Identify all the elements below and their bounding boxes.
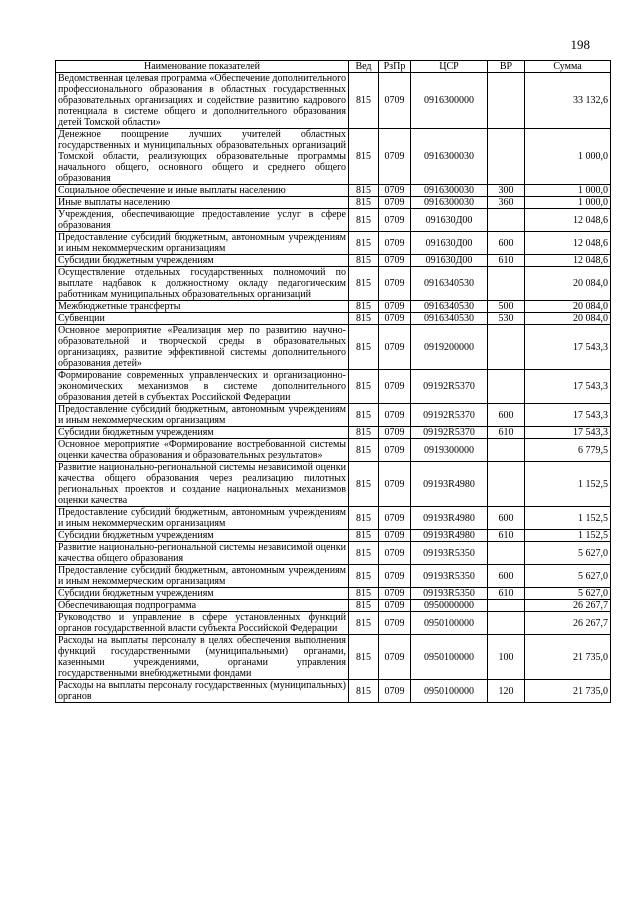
- cell-csr: 09192R5370: [411, 427, 488, 439]
- cell-rzpr: 0709: [379, 530, 411, 542]
- cell-rzpr: 0709: [379, 301, 411, 313]
- cell-csr: 0916340530: [411, 267, 488, 301]
- cell-name: Руководство и управление в сфере установленных функций органов государственной власти субъекта Российской Федерации: [56, 612, 349, 635]
- cell-rzpr: 0709: [379, 439, 411, 462]
- cell-csr: 09192R5370: [411, 370, 488, 404]
- cell-csr: 0916300030: [411, 185, 488, 197]
- cell-name: Предоставление субсидий бюджетным, автономным учреждениям и иным некоммерческим организациям: [56, 565, 349, 588]
- cell-vr: [488, 129, 525, 185]
- cell-csr: 09193R5350: [411, 565, 488, 588]
- cell-ved: 815: [349, 197, 379, 209]
- table-row: [56, 209, 611, 232]
- column-header-name: Наименование показателей: [56, 61, 349, 73]
- table-row: [56, 197, 611, 209]
- cell-rzpr: 0709: [379, 129, 411, 185]
- cell-sum: 26 267,7: [525, 600, 611, 612]
- cell-vr: [488, 600, 525, 612]
- cell-rzpr: 0709: [379, 507, 411, 530]
- table-row: [56, 325, 611, 370]
- cell-vr: 610: [488, 255, 525, 267]
- cell-name: Обеспечивающая подпрограмма: [56, 600, 349, 612]
- column-header-sum: Сумма: [525, 61, 611, 73]
- cell-rzpr: 0709: [379, 73, 411, 129]
- table-row: [56, 301, 611, 313]
- cell-ved: 815: [349, 301, 379, 313]
- cell-csr: 09193R5350: [411, 542, 488, 565]
- cell-sum: 1 152,5: [525, 507, 611, 530]
- cell-sum: 1 152,5: [525, 462, 611, 507]
- cell-name: Расходы на выплаты персоналу государственных (муниципальных) органов: [56, 680, 349, 703]
- table-row: [56, 565, 611, 588]
- cell-name: Предоставление субсидий бюджетным, автономным учреждениям и иным некоммерческим организациям: [56, 507, 349, 530]
- cell-csr: 091630Д00: [411, 255, 488, 267]
- cell-ved: 815: [349, 404, 379, 427]
- cell-csr: 09192R5370: [411, 404, 488, 427]
- cell-csr: 0916340530: [411, 301, 488, 313]
- cell-name: Субсидии бюджетным учреждениям: [56, 530, 349, 542]
- cell-rzpr: 0709: [379, 325, 411, 370]
- cell-ved: 815: [349, 73, 379, 129]
- cell-rzpr: 0709: [379, 542, 411, 565]
- cell-ved: 815: [349, 370, 379, 404]
- column-header-ved: Вед: [349, 61, 379, 73]
- table-row: [56, 530, 611, 542]
- cell-vr: [488, 267, 525, 301]
- table-row: [56, 255, 611, 267]
- cell-name: Ведомственная целевая программа «Обеспечение дополнительного профессионального образования в областных государственных образовательных организациях и содействие развитию кадрового потенциала в системе общего и дополнительного образования детей Томской области»: [56, 73, 349, 129]
- cell-vr: 500: [488, 301, 525, 313]
- cell-vr: 600: [488, 404, 525, 427]
- column-header-vr: ВР: [488, 61, 525, 73]
- cell-name: Субсидии бюджетным учреждениям: [56, 427, 349, 439]
- cell-name: Субсидии бюджетным учреждениям: [56, 255, 349, 267]
- cell-rzpr: 0709: [379, 600, 411, 612]
- table-row: [56, 185, 611, 197]
- cell-sum: 17 543,3: [525, 427, 611, 439]
- cell-sum: 21 735,0: [525, 680, 611, 703]
- cell-csr: 09193R5350: [411, 588, 488, 600]
- cell-vr: 610: [488, 427, 525, 439]
- cell-rzpr: 0709: [379, 185, 411, 197]
- table-row: [56, 507, 611, 530]
- cell-name: Иные выплаты населению: [56, 197, 349, 209]
- cell-sum: 17 543,3: [525, 404, 611, 427]
- table-row: [56, 612, 611, 635]
- cell-ved: 815: [349, 600, 379, 612]
- cell-vr: 600: [488, 232, 525, 255]
- cell-vr: [488, 209, 525, 232]
- cell-csr: 0916300030: [411, 197, 488, 209]
- cell-rzpr: 0709: [379, 680, 411, 703]
- table-row: [56, 73, 611, 129]
- table-header-row: [56, 61, 611, 73]
- cell-vr: [488, 542, 525, 565]
- cell-ved: 815: [349, 612, 379, 635]
- cell-rzpr: 0709: [379, 197, 411, 209]
- cell-sum: 5 627,0: [525, 542, 611, 565]
- table-row: [56, 635, 611, 680]
- cell-ved: 815: [349, 680, 379, 703]
- cell-name: Учреждения, обеспечивающие предоставление услуг в сфере образования: [56, 209, 349, 232]
- table-row: [56, 462, 611, 507]
- cell-vr: 610: [488, 530, 525, 542]
- cell-ved: 815: [349, 255, 379, 267]
- cell-ved: 815: [349, 439, 379, 462]
- cell-sum: 5 627,0: [525, 588, 611, 600]
- cell-ved: 815: [349, 209, 379, 232]
- cell-sum: 33 132,6: [525, 73, 611, 129]
- table-row: [56, 542, 611, 565]
- table-row: [56, 680, 611, 703]
- cell-ved: 815: [349, 232, 379, 255]
- cell-name: Межбюджетные трансферты: [56, 301, 349, 313]
- cell-vr: [488, 439, 525, 462]
- cell-ved: 815: [349, 588, 379, 600]
- cell-name: Осуществление отдельных государственных полномочий по выплате надбавок к должностному окладу педагогическим работникам муниципальных образовательных организаций: [56, 267, 349, 301]
- cell-name: Предоставление субсидий бюджетным, автономным учреждениям и иным некоммерческим организациям: [56, 232, 349, 255]
- cell-vr: [488, 73, 525, 129]
- budget-table: [55, 60, 611, 703]
- cell-vr: 120: [488, 680, 525, 703]
- column-header-csr: ЦСР: [411, 61, 488, 73]
- cell-vr: 300: [488, 185, 525, 197]
- cell-ved: 815: [349, 507, 379, 530]
- table-row: [56, 404, 611, 427]
- cell-ved: 815: [349, 313, 379, 325]
- cell-name: Развитие национально-региональной системы независимой оценки качества общего образования: [56, 542, 349, 565]
- cell-rzpr: 0709: [379, 462, 411, 507]
- cell-name: Субсидии бюджетным учреждениям: [56, 588, 349, 600]
- table-row: [56, 370, 611, 404]
- cell-sum: 1 152,5: [525, 530, 611, 542]
- table-row: [56, 313, 611, 325]
- cell-sum: 1 000,0: [525, 197, 611, 209]
- cell-rzpr: 0709: [379, 209, 411, 232]
- cell-csr: 0919200000: [411, 325, 488, 370]
- cell-vr: [488, 612, 525, 635]
- table-row: [56, 427, 611, 439]
- cell-sum: 1 000,0: [525, 185, 611, 197]
- cell-vr: [488, 370, 525, 404]
- cell-rzpr: 0709: [379, 404, 411, 427]
- cell-csr: 0950100000: [411, 635, 488, 680]
- cell-csr: 09193R4980: [411, 507, 488, 530]
- cell-ved: 815: [349, 185, 379, 197]
- cell-sum: 12 048,6: [525, 255, 611, 267]
- cell-csr: 09193R4980: [411, 530, 488, 542]
- column-header-rzpr: РзПр: [379, 61, 411, 73]
- cell-vr: 610: [488, 588, 525, 600]
- cell-vr: 530: [488, 313, 525, 325]
- cell-sum: 20 084,0: [525, 301, 611, 313]
- cell-csr: 091630Д00: [411, 209, 488, 232]
- table-row: [56, 600, 611, 612]
- cell-ved: 815: [349, 267, 379, 301]
- cell-ved: 815: [349, 427, 379, 439]
- cell-rzpr: 0709: [379, 588, 411, 600]
- cell-csr: 0950100000: [411, 612, 488, 635]
- cell-name: Основное мероприятие «Реализация мер по развитию научно-образовательной и творческой среды в образовательных организациях, развитие эффективной системы дополнительного образования детей»: [56, 325, 349, 370]
- cell-ved: 815: [349, 129, 379, 185]
- table-row: [56, 267, 611, 301]
- cell-name: Денежное поощрение лучших учителей областных государственных и муниципальных образовательных организаций Томской области, реализующих образовательные программы начального общего, основного общего и среднего общего образования: [56, 129, 349, 185]
- table-row: [56, 129, 611, 185]
- cell-sum: 17 543,3: [525, 370, 611, 404]
- cell-sum: 26 267,7: [525, 612, 611, 635]
- cell-rzpr: 0709: [379, 255, 411, 267]
- table-row: [56, 439, 611, 462]
- cell-ved: 815: [349, 565, 379, 588]
- cell-rzpr: 0709: [379, 232, 411, 255]
- cell-sum: 21 735,0: [525, 635, 611, 680]
- cell-rzpr: 0709: [379, 612, 411, 635]
- cell-ved: 815: [349, 635, 379, 680]
- cell-sum: 12 048,6: [525, 232, 611, 255]
- cell-rzpr: 0709: [379, 370, 411, 404]
- cell-sum: 6 779,5: [525, 439, 611, 462]
- cell-ved: 815: [349, 530, 379, 542]
- cell-csr: 0916300030: [411, 129, 488, 185]
- cell-sum: 5 627,0: [525, 565, 611, 588]
- cell-name: Предоставление субсидий бюджетным, автономным учреждениям и иным некоммерческим организациям: [56, 404, 349, 427]
- cell-csr: 091630Д00: [411, 232, 488, 255]
- cell-rzpr: 0709: [379, 565, 411, 588]
- cell-name: Формирование современных управленческих и организационно-экономических механизмов в системе дополнительного образования детей в субъектах Российской Федерации: [56, 370, 349, 404]
- table-body: [56, 73, 611, 703]
- cell-name: Основное мероприятие «Формирование востребованной системы оценки качества образования и образовательных результатов»: [56, 439, 349, 462]
- cell-name: Расходы на выплаты персоналу в целях обеспечения выполнения функций государственными (муниципальными) органами, казенными учреждениями, органами управления государственными внебюджетными фондами: [56, 635, 349, 680]
- cell-csr: 0916300000: [411, 73, 488, 129]
- cell-ved: 815: [349, 542, 379, 565]
- cell-name: Развитие национально-региональной системы независимой оценки качества общего образования через реализацию пилотных региональных проектов и создание национальных механизмов оценки качества: [56, 462, 349, 507]
- cell-vr: 600: [488, 507, 525, 530]
- page-number: 198: [570, 37, 590, 52]
- table-row: [56, 588, 611, 600]
- cell-rzpr: 0709: [379, 427, 411, 439]
- cell-sum: 20 084,0: [525, 313, 611, 325]
- cell-vr: [488, 325, 525, 370]
- cell-rzpr: 0709: [379, 313, 411, 325]
- cell-vr: 600: [488, 565, 525, 588]
- cell-name: Социальное обеспечение и иные выплаты населению: [56, 185, 349, 197]
- cell-rzpr: 0709: [379, 267, 411, 301]
- cell-ved: 815: [349, 325, 379, 370]
- table-row: [56, 232, 611, 255]
- cell-ved: 815: [349, 462, 379, 507]
- cell-sum: 20 084,0: [525, 267, 611, 301]
- cell-vr: 360: [488, 197, 525, 209]
- cell-vr: 100: [488, 635, 525, 680]
- cell-sum: 1 000,0: [525, 129, 611, 185]
- cell-sum: 12 048,6: [525, 209, 611, 232]
- cell-csr: 0950100000: [411, 680, 488, 703]
- cell-name: Субвенции: [56, 313, 349, 325]
- cell-csr: 0916340530: [411, 313, 488, 325]
- cell-rzpr: 0709: [379, 635, 411, 680]
- cell-csr: 09193R4980: [411, 462, 488, 507]
- cell-sum: 17 543,3: [525, 325, 611, 370]
- cell-csr: 0919300000: [411, 439, 488, 462]
- cell-vr: [488, 462, 525, 507]
- cell-csr: 0950000000: [411, 600, 488, 612]
